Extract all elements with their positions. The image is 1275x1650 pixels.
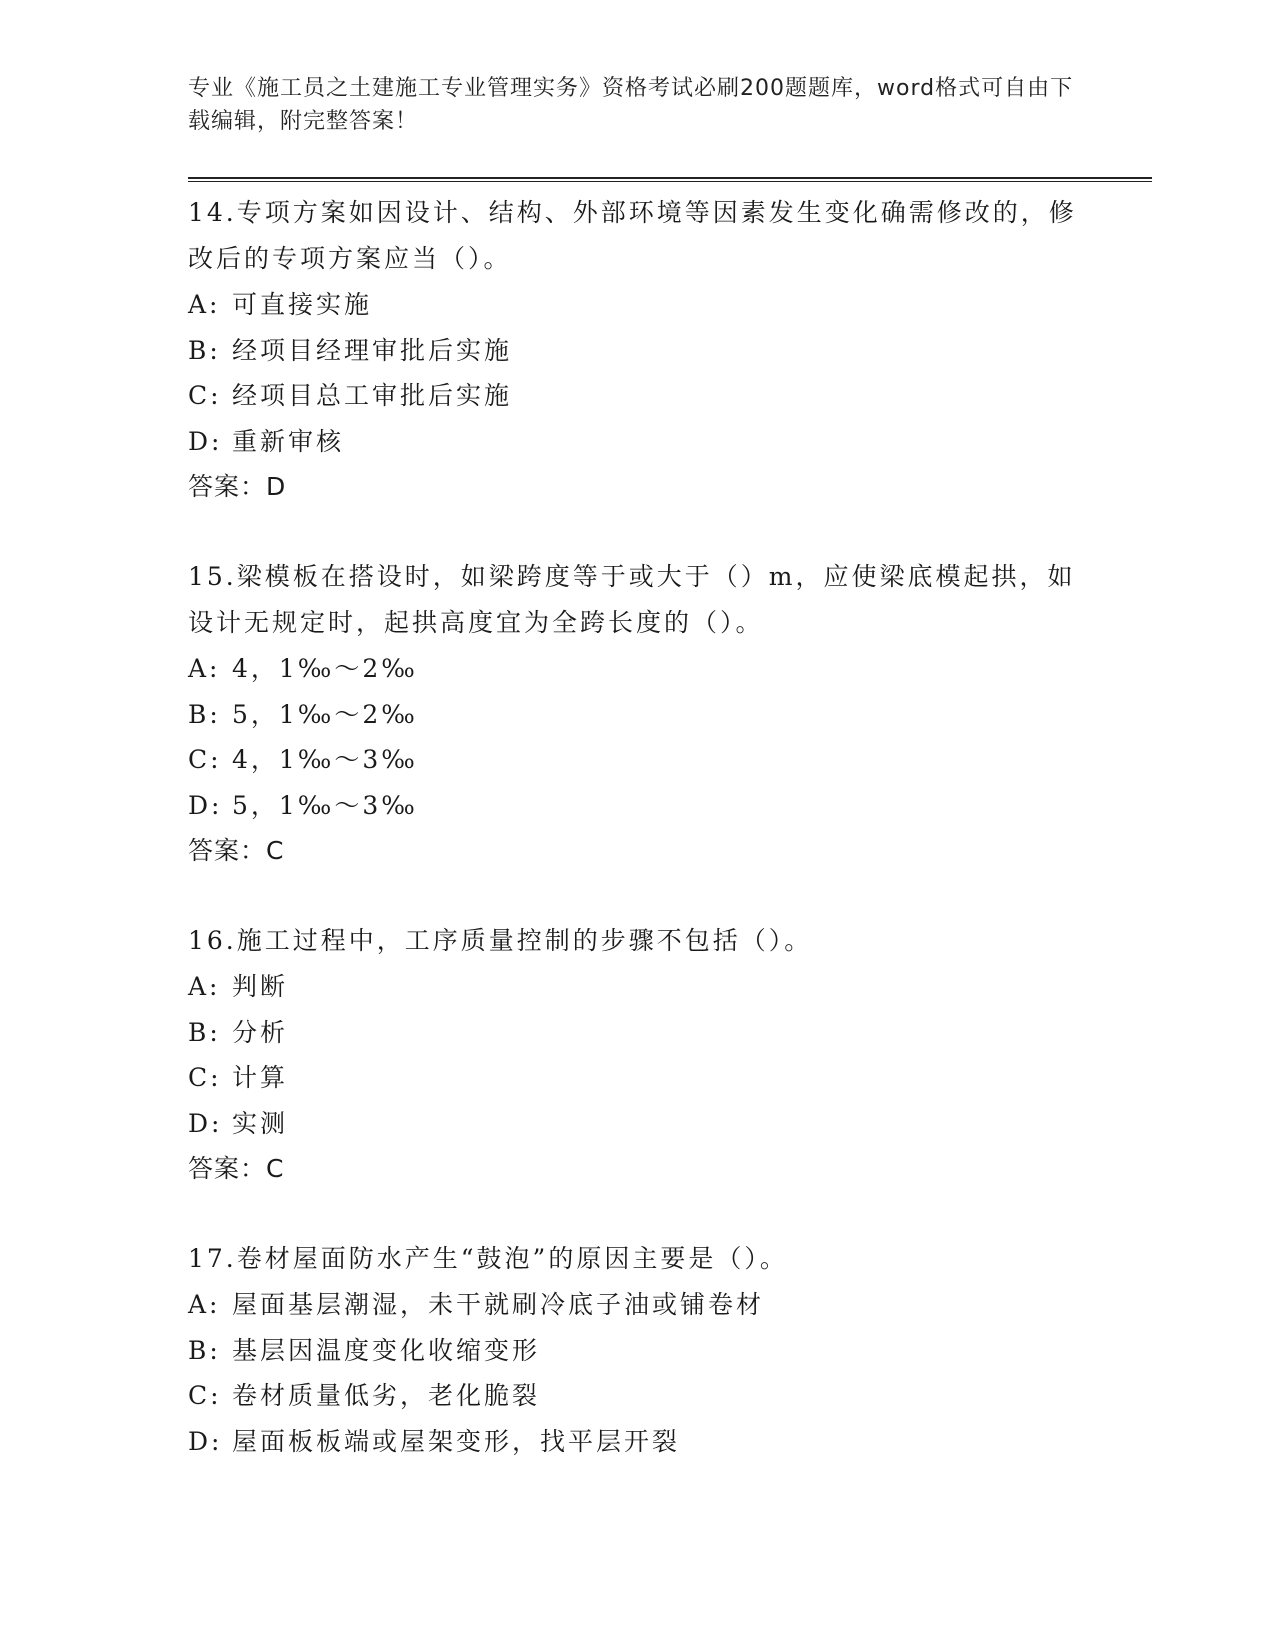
option-a bbox=[188, 1282, 1088, 1328]
page-header: 专业《施工员之土建施工专业管理实务》资格考试必刷200题题库，word格式可自由下载编辑，附完整答案！ bbox=[188, 76, 1074, 134]
option-text: 4，1‰～2‰ bbox=[232, 654, 418, 683]
option-key: C: bbox=[188, 1063, 222, 1092]
option-key: D: bbox=[188, 426, 223, 456]
option-key: D: bbox=[188, 1108, 223, 1138]
option-text: 分析 bbox=[232, 1017, 289, 1047]
option-c bbox=[188, 1055, 1088, 1101]
option-key: D: bbox=[188, 1426, 223, 1456]
option-text: 实测 bbox=[232, 1108, 289, 1138]
option-a bbox=[188, 964, 1088, 1010]
question-15 bbox=[188, 554, 1088, 874]
option-key: A: bbox=[188, 972, 221, 1001]
question-stem: 15.梁模板在搭设时，如梁跨度等于或大于（）m，应使梁底模起拱，如设计无规定时，起拱高度宜为全跨长度的（）。 bbox=[188, 562, 1076, 637]
option-text: 判断 bbox=[232, 972, 289, 1001]
question-stem: 16.施工过程中，工序质量控制的步骤不包括（）。 bbox=[188, 926, 813, 955]
option-key: B: bbox=[188, 1335, 221, 1365]
option-d bbox=[188, 1101, 1088, 1147]
option-key: D: bbox=[188, 790, 223, 820]
option-c bbox=[188, 373, 1088, 419]
option-text: 重新审核 bbox=[232, 426, 345, 456]
option-text: 卷材质量低劣，老化脆裂 bbox=[232, 1381, 541, 1410]
option-key: C: bbox=[188, 1381, 222, 1410]
option-text: 经项目总工审批后实施 bbox=[232, 381, 513, 410]
option-a bbox=[188, 282, 1088, 328]
question-16 bbox=[188, 918, 1088, 1192]
answer-line: 答案：D bbox=[188, 472, 287, 501]
option-d bbox=[188, 1419, 1088, 1465]
option-key: A: bbox=[188, 290, 221, 319]
question-14 bbox=[188, 190, 1088, 510]
option-text: 5，1‰～3‰ bbox=[232, 790, 418, 820]
option-text: 可直接实施 bbox=[232, 290, 373, 319]
option-b bbox=[188, 692, 1088, 738]
option-key: A: bbox=[188, 654, 221, 683]
question-17 bbox=[188, 1236, 1088, 1464]
option-b bbox=[188, 1328, 1088, 1374]
option-text: 基层因温度变化收缩变形 bbox=[232, 1335, 541, 1365]
option-text: 计算 bbox=[232, 1063, 289, 1092]
option-a bbox=[188, 646, 1088, 692]
option-d bbox=[188, 419, 1088, 465]
question-stem: 17.卷材屋面防水产生“鼓泡”的原因主要是（）。 bbox=[188, 1244, 788, 1273]
option-c bbox=[188, 1373, 1088, 1419]
option-key: B: bbox=[188, 1017, 221, 1047]
option-text: 屋面板板端或屋架变形，找平层开裂 bbox=[232, 1426, 681, 1456]
option-text: 4，1‰～3‰ bbox=[232, 745, 418, 774]
question-list bbox=[188, 190, 1088, 1508]
header-divider bbox=[188, 177, 1152, 182]
option-key: B: bbox=[188, 335, 221, 365]
option-key: A: bbox=[188, 1290, 221, 1319]
option-d bbox=[188, 783, 1088, 829]
option-text: 屋面基层潮湿，未干就刷冷底子油或铺卷材 bbox=[232, 1290, 765, 1319]
option-b bbox=[188, 328, 1088, 374]
option-b bbox=[188, 1010, 1088, 1056]
option-key: C: bbox=[188, 381, 222, 410]
option-c bbox=[188, 737, 1088, 783]
answer-line: 答案：C bbox=[188, 836, 285, 865]
option-text: 经项目经理审批后实施 bbox=[232, 335, 513, 365]
option-text: 5，1‰～2‰ bbox=[232, 699, 418, 729]
answer-line: 答案：C bbox=[188, 1154, 285, 1183]
question-stem: 14.专项方案如因设计、结构、外部环境等因素发生变化确需修改的，修改后的专项方案应当（）。 bbox=[188, 198, 1077, 273]
option-key: C: bbox=[188, 745, 222, 774]
option-key: B: bbox=[188, 699, 221, 729]
